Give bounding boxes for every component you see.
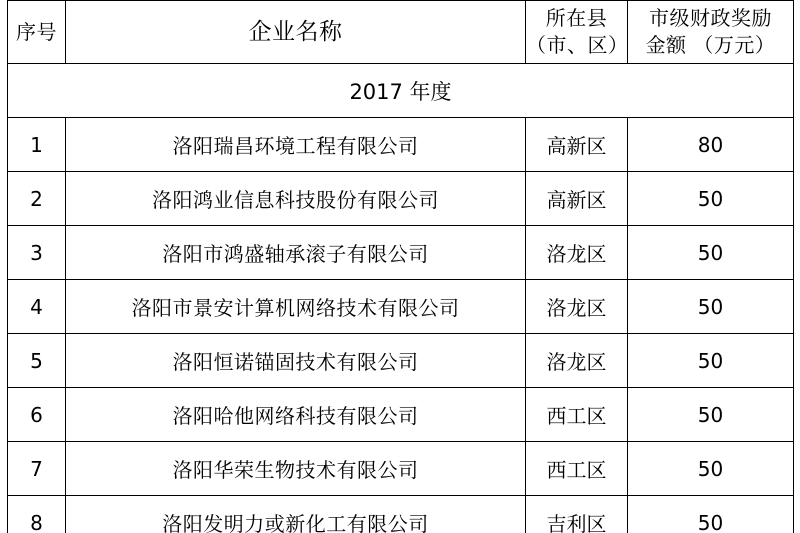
header-area-line2: （市、区） bbox=[526, 33, 629, 57]
header-amount-line1: 市级财政奖励 bbox=[649, 6, 772, 30]
cell-area: 西工区 bbox=[526, 388, 628, 442]
cell-seq: 2 bbox=[8, 172, 66, 226]
cell-area: 洛龙区 bbox=[526, 334, 628, 388]
cell-name: 洛阳华荣生物技术有限公司 bbox=[66, 442, 526, 496]
cell-seq: 4 bbox=[8, 280, 66, 334]
header-cell-amount bbox=[628, 1, 794, 64]
header-cell-area bbox=[526, 1, 628, 64]
cell-amount: 50 bbox=[628, 172, 794, 226]
cell-name: 洛阳恒诺锚固技术有限公司 bbox=[66, 334, 526, 388]
cell-area: 吉利区 bbox=[526, 496, 628, 533]
table-header bbox=[8, 1, 794, 64]
header-amount-line2: 金额 （万元） bbox=[645, 33, 776, 57]
cell-amount: 50 bbox=[628, 226, 794, 280]
header-row bbox=[8, 1, 794, 64]
table-row bbox=[8, 118, 794, 172]
header-cell-name: 企业名称 bbox=[66, 1, 526, 64]
table-row bbox=[8, 388, 794, 442]
table-row bbox=[8, 334, 794, 388]
section-title-cell: 2017 年度 bbox=[8, 64, 794, 118]
cell-seq: 7 bbox=[8, 442, 66, 496]
cell-area: 洛龙区 bbox=[526, 226, 628, 280]
cell-name: 洛阳鸿业信息科技股份有限公司 bbox=[66, 172, 526, 226]
cell-area: 洛龙区 bbox=[526, 280, 628, 334]
cell-area: 高新区 bbox=[526, 172, 628, 226]
cell-seq: 1 bbox=[8, 118, 66, 172]
cell-amount: 50 bbox=[628, 442, 794, 496]
cell-name: 洛阳市鸿盛轴承滚子有限公司 bbox=[66, 226, 526, 280]
award-table bbox=[7, 0, 794, 533]
cell-seq: 3 bbox=[8, 226, 66, 280]
cell-amount: 50 bbox=[628, 280, 794, 334]
cell-name: 洛阳瑞昌环境工程有限公司 bbox=[66, 118, 526, 172]
cell-seq: 5 bbox=[8, 334, 66, 388]
cell-name: 洛阳发明力或新化工有限公司 bbox=[66, 496, 526, 533]
cell-amount: 80 bbox=[628, 118, 794, 172]
table-row bbox=[8, 226, 794, 280]
table-row bbox=[8, 442, 794, 496]
table-row bbox=[8, 280, 794, 334]
cell-seq: 8 bbox=[8, 496, 66, 533]
cell-amount: 50 bbox=[628, 334, 794, 388]
table-body bbox=[8, 64, 794, 533]
cell-area: 高新区 bbox=[526, 118, 628, 172]
header-cell-seq: 序号 bbox=[8, 1, 66, 64]
table-row bbox=[8, 172, 794, 226]
cell-name: 洛阳市景安计算机网络技术有限公司 bbox=[66, 280, 526, 334]
cell-amount: 50 bbox=[628, 388, 794, 442]
header-area-line1: 所在县 bbox=[545, 6, 608, 30]
table-row bbox=[8, 496, 794, 533]
cell-area: 西工区 bbox=[526, 442, 628, 496]
cell-name: 洛阳哈他网络科技有限公司 bbox=[66, 388, 526, 442]
section-title-row bbox=[8, 64, 794, 118]
cell-seq: 6 bbox=[8, 388, 66, 442]
cell-amount: 50 bbox=[628, 496, 794, 533]
